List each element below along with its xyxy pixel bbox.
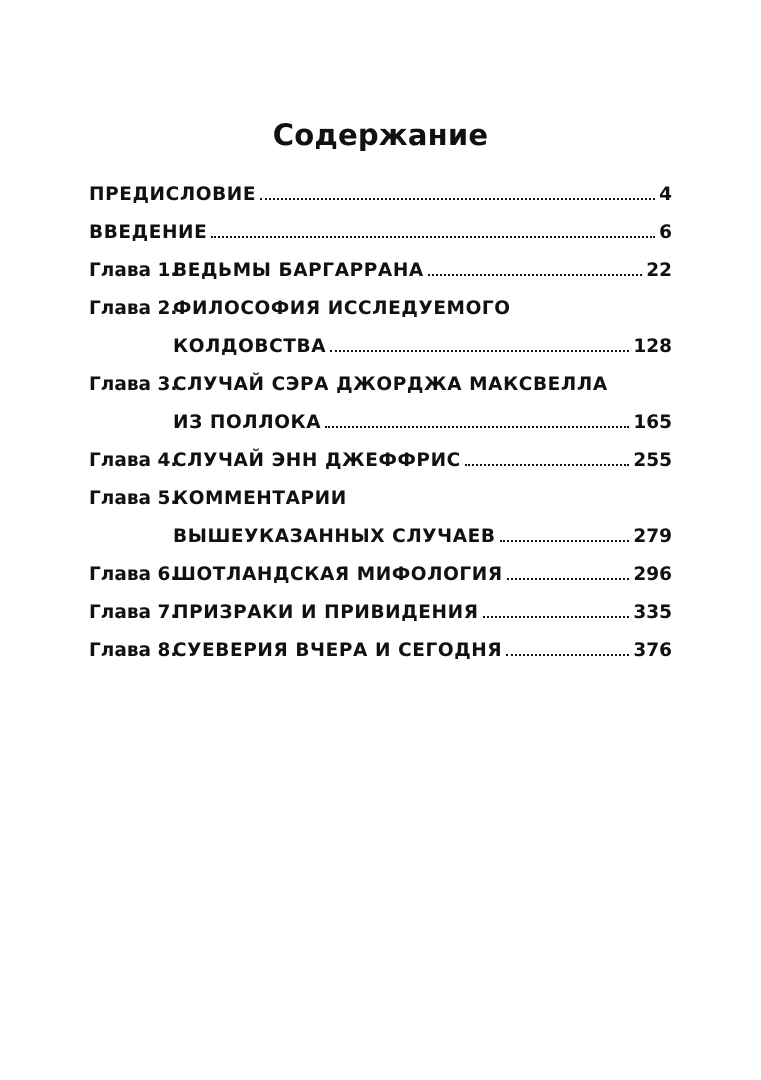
toc-entry-title: ВВЕДЕНИЕ bbox=[89, 222, 208, 243]
toc-entry-title: СЛУЧАЙ ЭНН ДЖЕФФРИС bbox=[173, 450, 461, 471]
chapter-label: Глава 5. bbox=[89, 488, 178, 509]
toc-entry-title: СУЕВЕРИЯ ВЧЕРА И СЕГОДНЯ bbox=[173, 640, 503, 661]
toc-entry-chapter-2[interactable] bbox=[89, 290, 672, 366]
dot-leader bbox=[325, 426, 629, 428]
toc-entry-introduction[interactable] bbox=[89, 214, 672, 252]
toc-entry-chapter-5[interactable] bbox=[89, 480, 672, 556]
dot-leader bbox=[507, 578, 630, 580]
chapter-label: Глава 4. bbox=[89, 450, 178, 471]
chapter-label: Глава 8. bbox=[89, 640, 178, 661]
dot-leader bbox=[330, 350, 629, 352]
toc-entry-title-line2: ВЫШЕУКАЗАННЫХ СЛУЧАЕВ bbox=[173, 526, 496, 547]
page-title: Содержание bbox=[272, 118, 489, 153]
chapter-label: Глава 3. bbox=[89, 374, 178, 395]
toc-page-number: 128 bbox=[633, 336, 672, 357]
toc-page-number: 335 bbox=[633, 602, 672, 623]
toc-entry-chapter-7[interactable] bbox=[89, 594, 672, 632]
toc-page-number: 4 bbox=[659, 184, 672, 205]
dot-leader bbox=[428, 274, 642, 276]
toc-entry-preface[interactable] bbox=[89, 176, 672, 214]
toc-page-number: 165 bbox=[633, 412, 672, 433]
toc-entry-chapter-3[interactable] bbox=[89, 366, 672, 442]
dot-leader bbox=[211, 236, 655, 238]
toc-entry-title-line1: СЛУЧАЙ СЭРА ДЖОРДЖА МАКСВЕЛЛА bbox=[173, 374, 608, 395]
toc-entry-title: ПРЕДИСЛОВИЕ bbox=[89, 184, 257, 205]
table-of-contents bbox=[89, 176, 672, 670]
dot-leader bbox=[500, 540, 630, 542]
toc-entry-chapter-4[interactable] bbox=[89, 442, 672, 480]
toc-entry-title-line2: КОЛДОВСТВА bbox=[173, 336, 327, 357]
toc-page-number: 376 bbox=[633, 640, 672, 661]
dot-leader bbox=[465, 464, 630, 466]
toc-entry-title-line2: ИЗ ПОЛЛОКА bbox=[173, 412, 322, 433]
toc-page-number: 296 bbox=[633, 564, 672, 585]
dot-leader bbox=[506, 654, 629, 656]
toc-page-number: 22 bbox=[646, 260, 672, 281]
dot-leader bbox=[483, 616, 630, 618]
toc-entry-chapter-6[interactable] bbox=[89, 556, 672, 594]
chapter-label: Глава 1. bbox=[89, 260, 178, 281]
toc-entry-title: ШОТЛАНДСКАЯ МИФОЛОГИЯ bbox=[173, 564, 503, 585]
toc-entry-title: ВЕДЬМЫ БАРГАРРАНА bbox=[173, 260, 424, 281]
toc-entry-title-line1: ФИЛОСОФИЯ ИССЛЕДУЕМОГО bbox=[173, 298, 511, 319]
toc-entry-chapter-8[interactable] bbox=[89, 632, 672, 670]
toc-entry-title: ПРИЗРАКИ И ПРИВИДЕНИЯ bbox=[173, 602, 479, 623]
chapter-label: Глава 2. bbox=[89, 298, 178, 319]
toc-page-number: 6 bbox=[659, 222, 672, 243]
toc-entry-title-line1: КОММЕНТАРИИ bbox=[173, 488, 347, 509]
dot-leader bbox=[260, 198, 655, 200]
chapter-label: Глава 7. bbox=[89, 602, 178, 623]
toc-page-number: 255 bbox=[633, 450, 672, 471]
chapter-label: Глава 6. bbox=[89, 564, 178, 585]
toc-entry-chapter-1[interactable] bbox=[89, 252, 672, 290]
toc-page-number: 279 bbox=[633, 526, 672, 547]
